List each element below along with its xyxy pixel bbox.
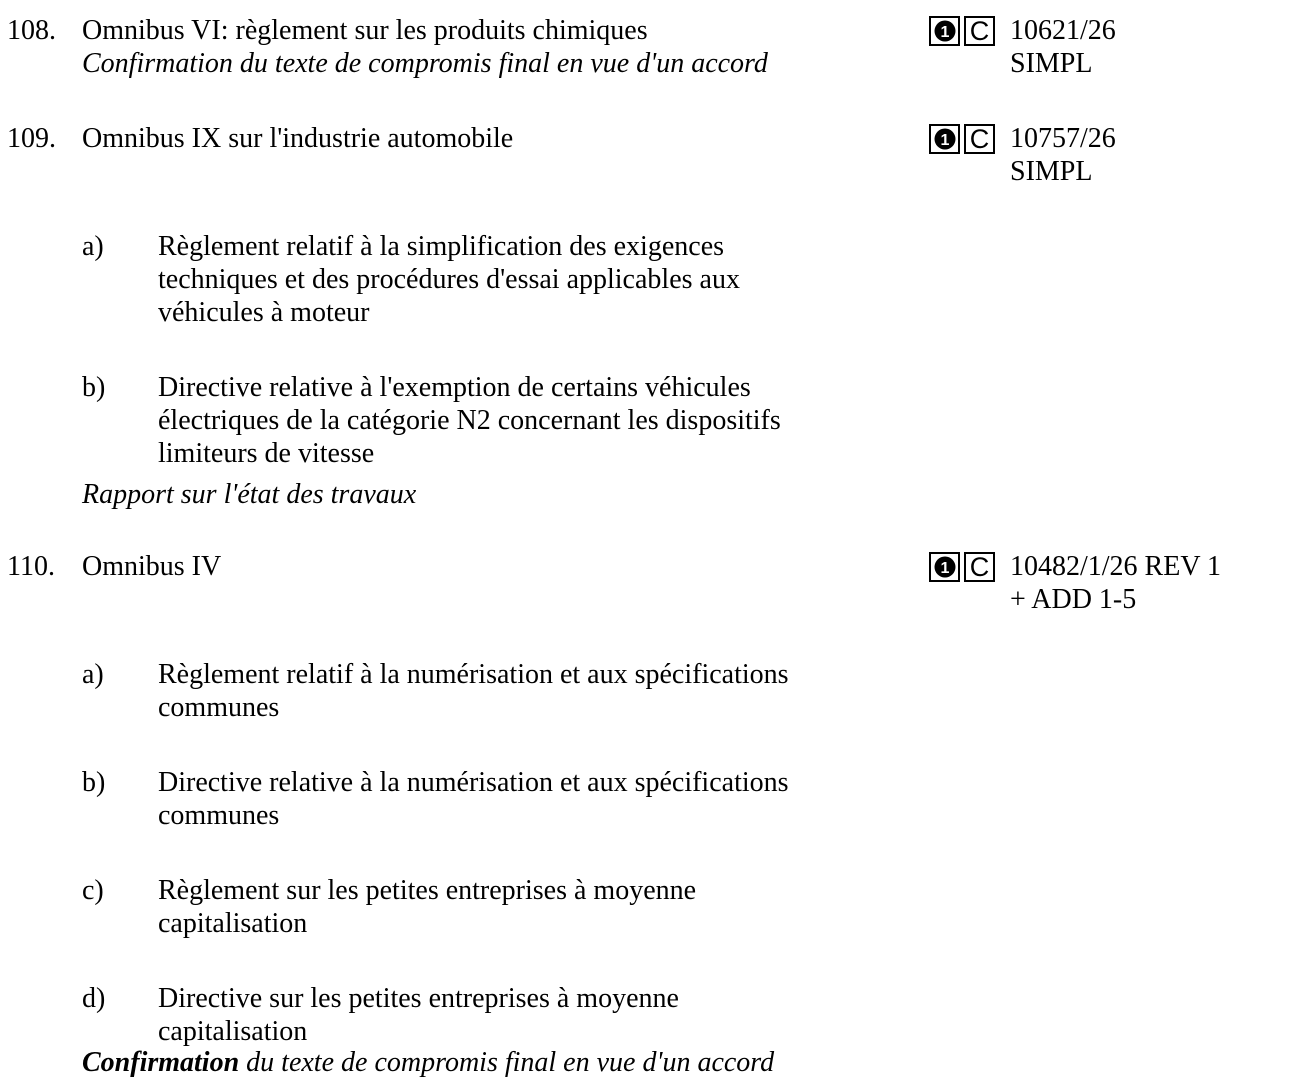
svg-text:1: 1 bbox=[940, 560, 949, 577]
sub-item-line: Règlement sur les petites entreprises à moyenne bbox=[158, 875, 697, 906]
sub-item-line: communes bbox=[158, 800, 280, 831]
procedure-icons bbox=[929, 16, 997, 49]
svg-text:1: 1 bbox=[940, 132, 949, 149]
document-ref: 10482/1/26 REV 1 bbox=[1010, 551, 1222, 582]
c-box-icon: C bbox=[964, 124, 995, 154]
sub-item-line: Directive sur les petites entreprises à moyenne bbox=[158, 983, 679, 1014]
item-number: 110. bbox=[7, 551, 55, 582]
sub-item-line: Directive relative à l'exemption de certains véhicules bbox=[158, 372, 751, 403]
sub-item-line: capitalisation bbox=[158, 908, 308, 939]
sub-item-line: Directive relative à la numérisation et aux spécifications bbox=[158, 767, 789, 798]
circled-1-icon bbox=[929, 16, 960, 46]
item-note: Rapport sur l'état des travaux bbox=[82, 479, 417, 510]
sub-item-letter: b) bbox=[82, 767, 106, 798]
document-ref-code: SIMPL bbox=[1010, 48, 1093, 79]
document-ref-addenda: + ADD 1-5 bbox=[1010, 584, 1137, 615]
sub-item-letter: a) bbox=[82, 659, 104, 690]
sub-item-letter: b) bbox=[82, 372, 106, 403]
item-note: Confirmation du texte de compromis final en vue d'un accord bbox=[82, 48, 768, 79]
c-box-icon: C bbox=[964, 16, 995, 46]
sub-item-line: Règlement relatif à la numérisation et aux spécifications bbox=[158, 659, 789, 690]
circled-1-icon bbox=[929, 124, 960, 154]
c-box-icon: C bbox=[964, 552, 995, 582]
sub-item-line: Règlement relatif à la simplification des exigences bbox=[158, 231, 725, 262]
document-ref: 10757/26 bbox=[1010, 123, 1116, 154]
item-title: Omnibus IV bbox=[82, 551, 222, 582]
sub-item-line: techniques et des procédures d'essai applicables aux bbox=[158, 264, 740, 295]
circled-1-icon bbox=[929, 552, 960, 582]
sub-item-letter: d) bbox=[82, 983, 106, 1014]
item-title: Omnibus IX sur l'industrie automobile bbox=[82, 123, 514, 154]
item-title: Omnibus VI: règlement sur les produits chimiques bbox=[82, 15, 648, 46]
sub-item-letter: c) bbox=[82, 875, 104, 906]
procedure-icons bbox=[929, 552, 997, 585]
procedure-icons bbox=[929, 124, 997, 157]
sub-item-line: capitalisation bbox=[158, 1016, 308, 1047]
svg-text:1: 1 bbox=[940, 24, 949, 41]
sub-item-line: communes bbox=[158, 692, 280, 723]
sub-item-line: véhicules à moteur bbox=[158, 297, 370, 328]
item-note bbox=[82, 1046, 774, 1079]
item-note-emphasis: Confirmation bbox=[82, 1047, 240, 1078]
item-note-rest: du texte de compromis final en vue d'un accord bbox=[239, 1047, 775, 1078]
item-number: 108. bbox=[7, 15, 56, 46]
document-ref-code: SIMPL bbox=[1010, 156, 1093, 187]
sub-item-line: limiteurs de vitesse bbox=[158, 438, 375, 469]
sub-item-letter: a) bbox=[82, 231, 104, 262]
document-ref: 10621/26 bbox=[1010, 15, 1116, 46]
sub-item-line: électriques de la catégorie N2 concernant les dispositifs bbox=[158, 405, 781, 436]
item-number: 109. bbox=[7, 123, 56, 154]
